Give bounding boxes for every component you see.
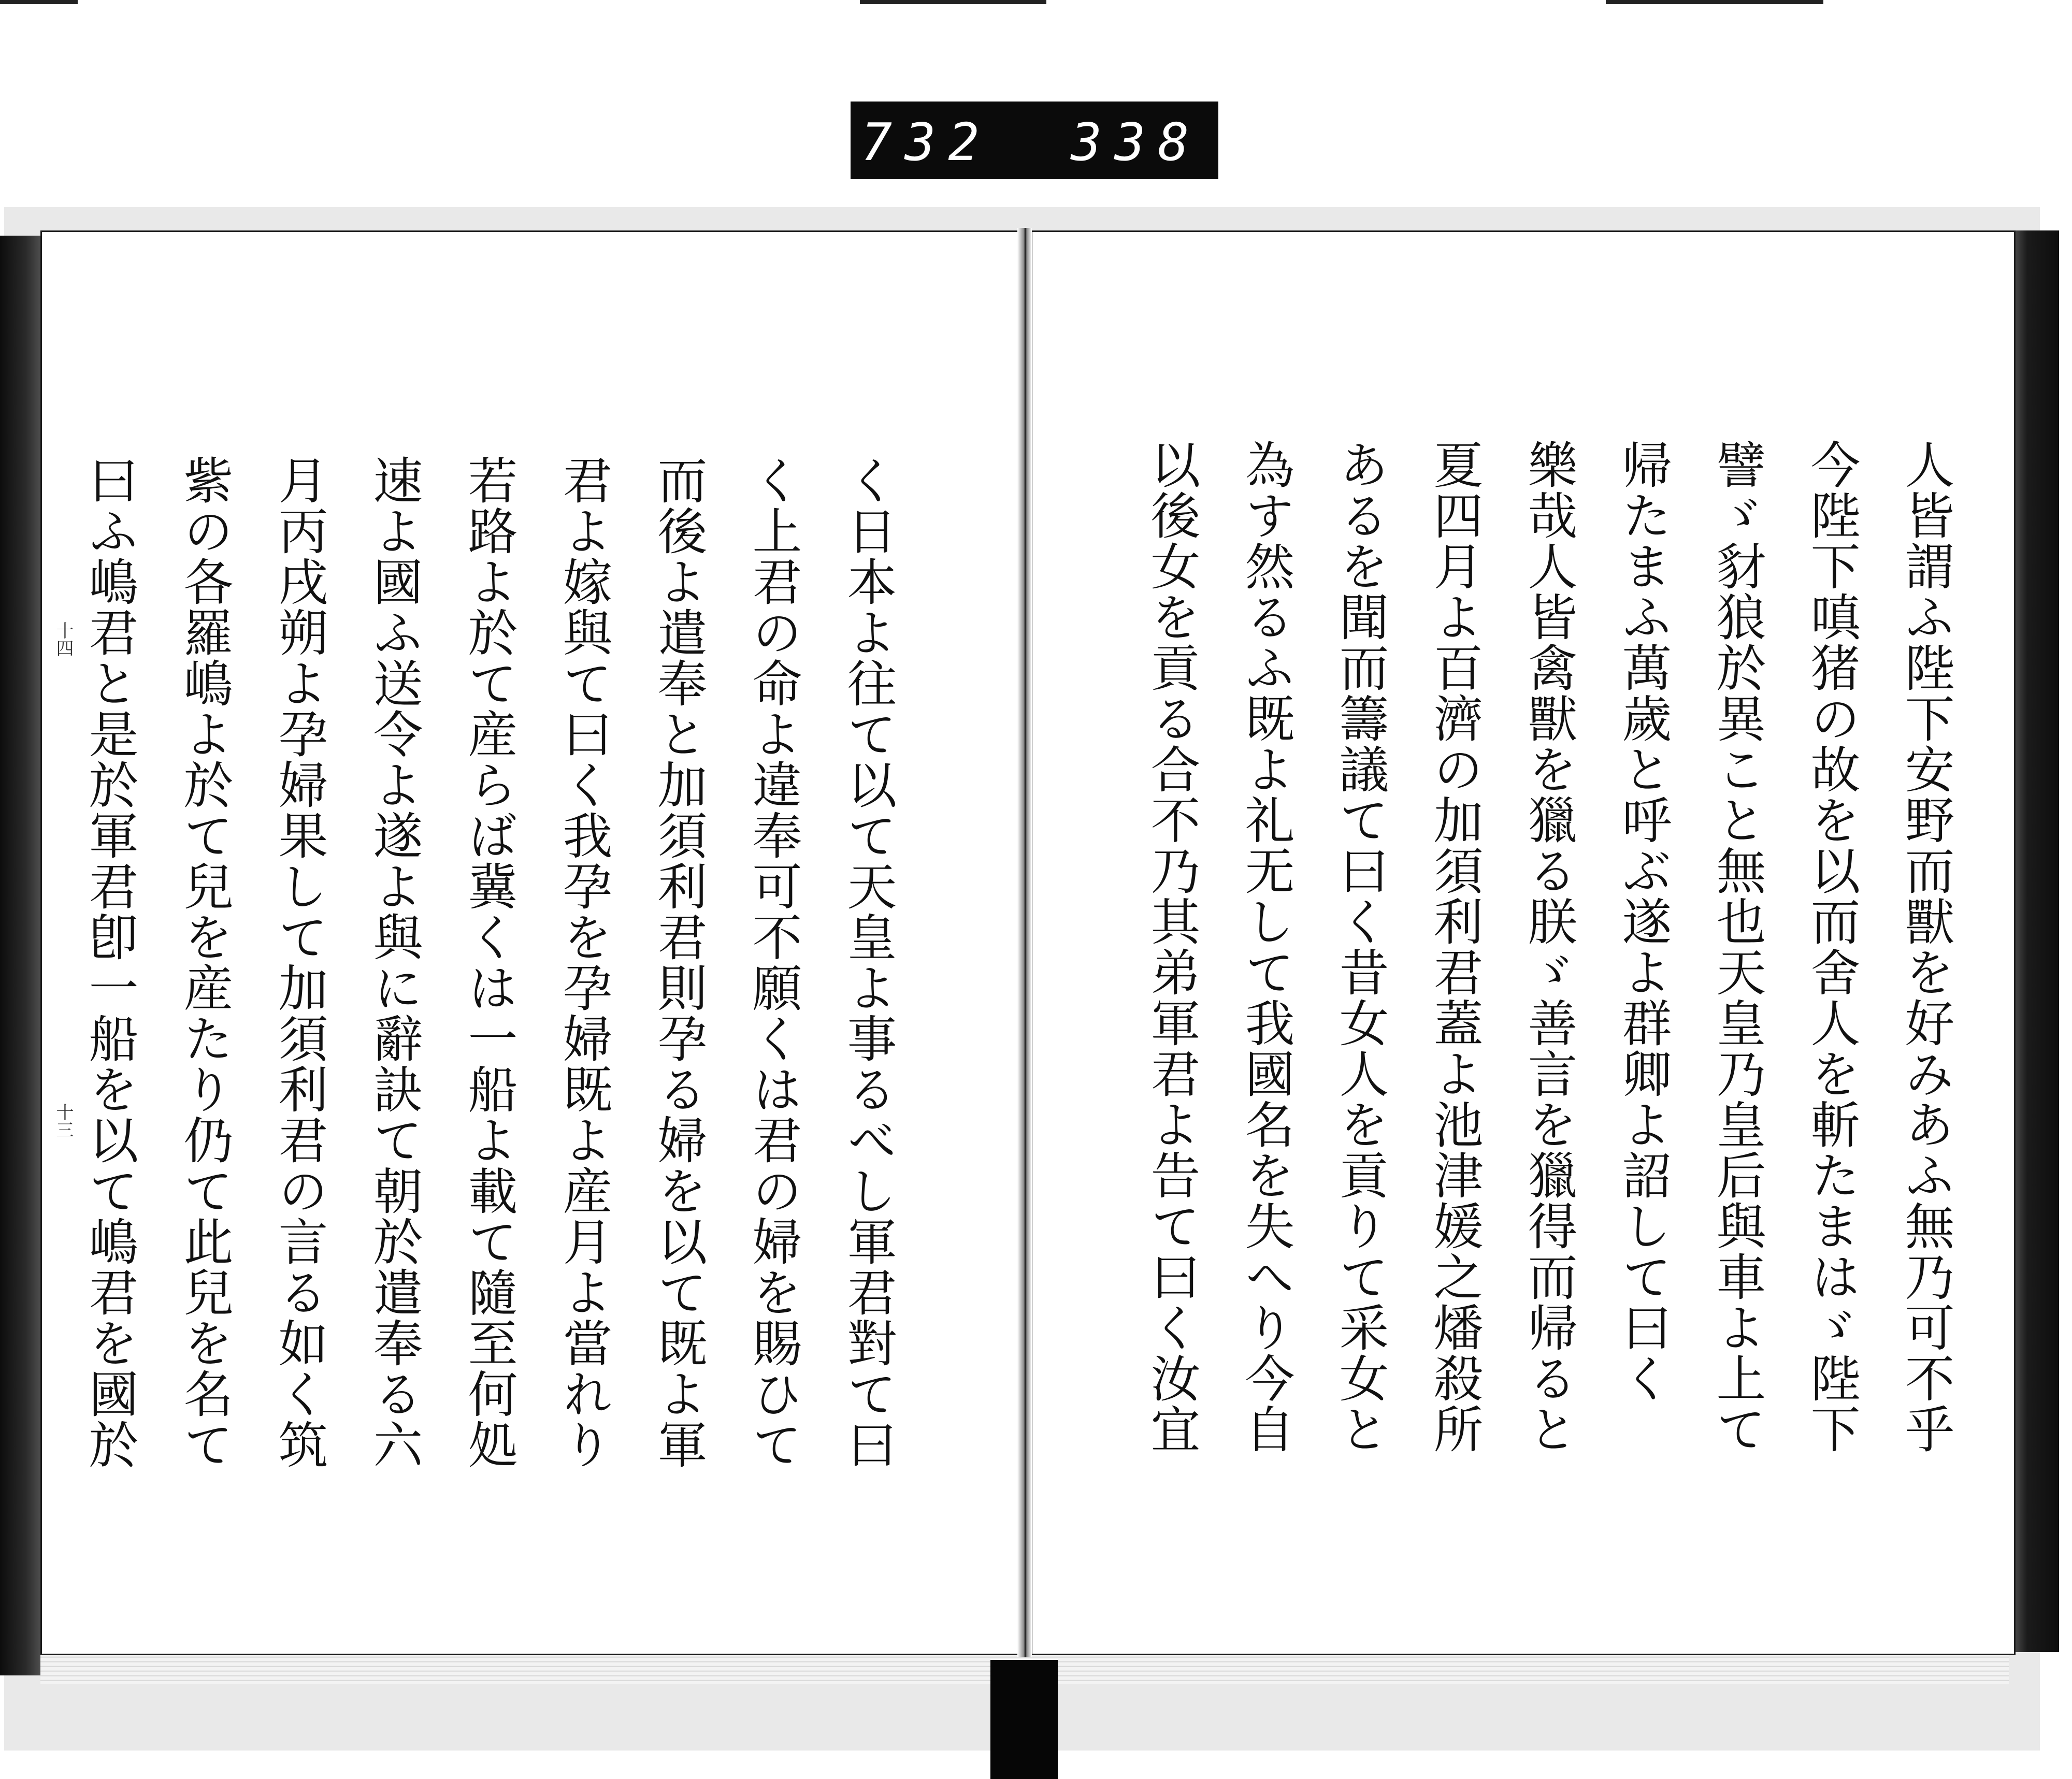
book-binding-left: [0, 236, 47, 1675]
book-binding-right: [2010, 230, 2059, 1652]
folio-lower: 十三: [53, 1103, 74, 1138]
text-column: 君よ嫁與て曰く我孕を孕婦既よ産月よ當れり: [555, 455, 613, 1470]
text-column: 若路よ於て産らば冀くは一船よ載て隨至何処: [460, 455, 518, 1470]
text-column: あるを聞而籌議て曰く昔女人を貢りて采女と: [1331, 439, 1389, 1454]
text-column: 譬ゞ豺狼於異こと無也天皇乃皇后與車よ上て: [1708, 439, 1766, 1454]
spine-tab: [990, 1660, 1058, 1779]
frame-number-right: 338: [1071, 112, 1202, 172]
text-column: 月丙戌朔よ孕婦果して加須利君の言る如く筑: [270, 455, 328, 1470]
left-page: [40, 230, 1030, 1655]
text-column: 樂哉人皆禽獸を獵る朕ゞ善言を獵得而帰ると: [1520, 439, 1578, 1454]
scan-artifact: [860, 0, 1046, 4]
folio-upper: 十四: [53, 621, 74, 657]
text-column: 以後女を貢る合不乃其弟軍君よ告て曰く汝宜: [1143, 439, 1201, 1454]
scan-artifact: [0, 0, 78, 4]
text-column: 曰ふ嶋君と是於軍君卽一船を以て嶋君を國於: [81, 455, 139, 1470]
text-column: 速よ國ふ送令よ遂よ與に辭訣て朝於遣奉る六: [365, 455, 423, 1470]
text-column: く上君の命よ違奉可不願くは君の婦を賜ひて: [744, 455, 802, 1470]
text-column: 為す然るふ既よ礼无して我國名を失へり今自: [1237, 439, 1295, 1454]
book-gutter: [1017, 228, 1032, 1657]
text-column: 帰たまふ萬歲と呼ぶ遂よ群卿よ詔して曰く: [1614, 439, 1672, 1404]
text-column: 紫の各羅嶋よ於て兒を産たり仍て此兒を名て: [176, 455, 234, 1470]
frame-number-plate: [851, 102, 1218, 179]
right-page: [1028, 230, 2016, 1655]
text-column: 夏四月よ百濟の加須利君蓋よ池津媛之燔殺所: [1426, 439, 1484, 1454]
scan-artifact: [1606, 0, 1823, 4]
frame-number-left: 732: [861, 112, 992, 172]
text-column: く日本よ往て以て天皇よ事るべし軍君對て曰: [839, 455, 897, 1470]
text-column: 今陛下嗔猪の故を以而舍人を斬たまはゞ陛下: [1803, 439, 1861, 1454]
text-column: 而後よ遣奉と加須利君則孕る婦を以て既よ軍: [650, 455, 708, 1470]
text-column: 人皆謂ふ陛下安野而獸を好みあふ無乃可不乎: [1897, 439, 1955, 1454]
